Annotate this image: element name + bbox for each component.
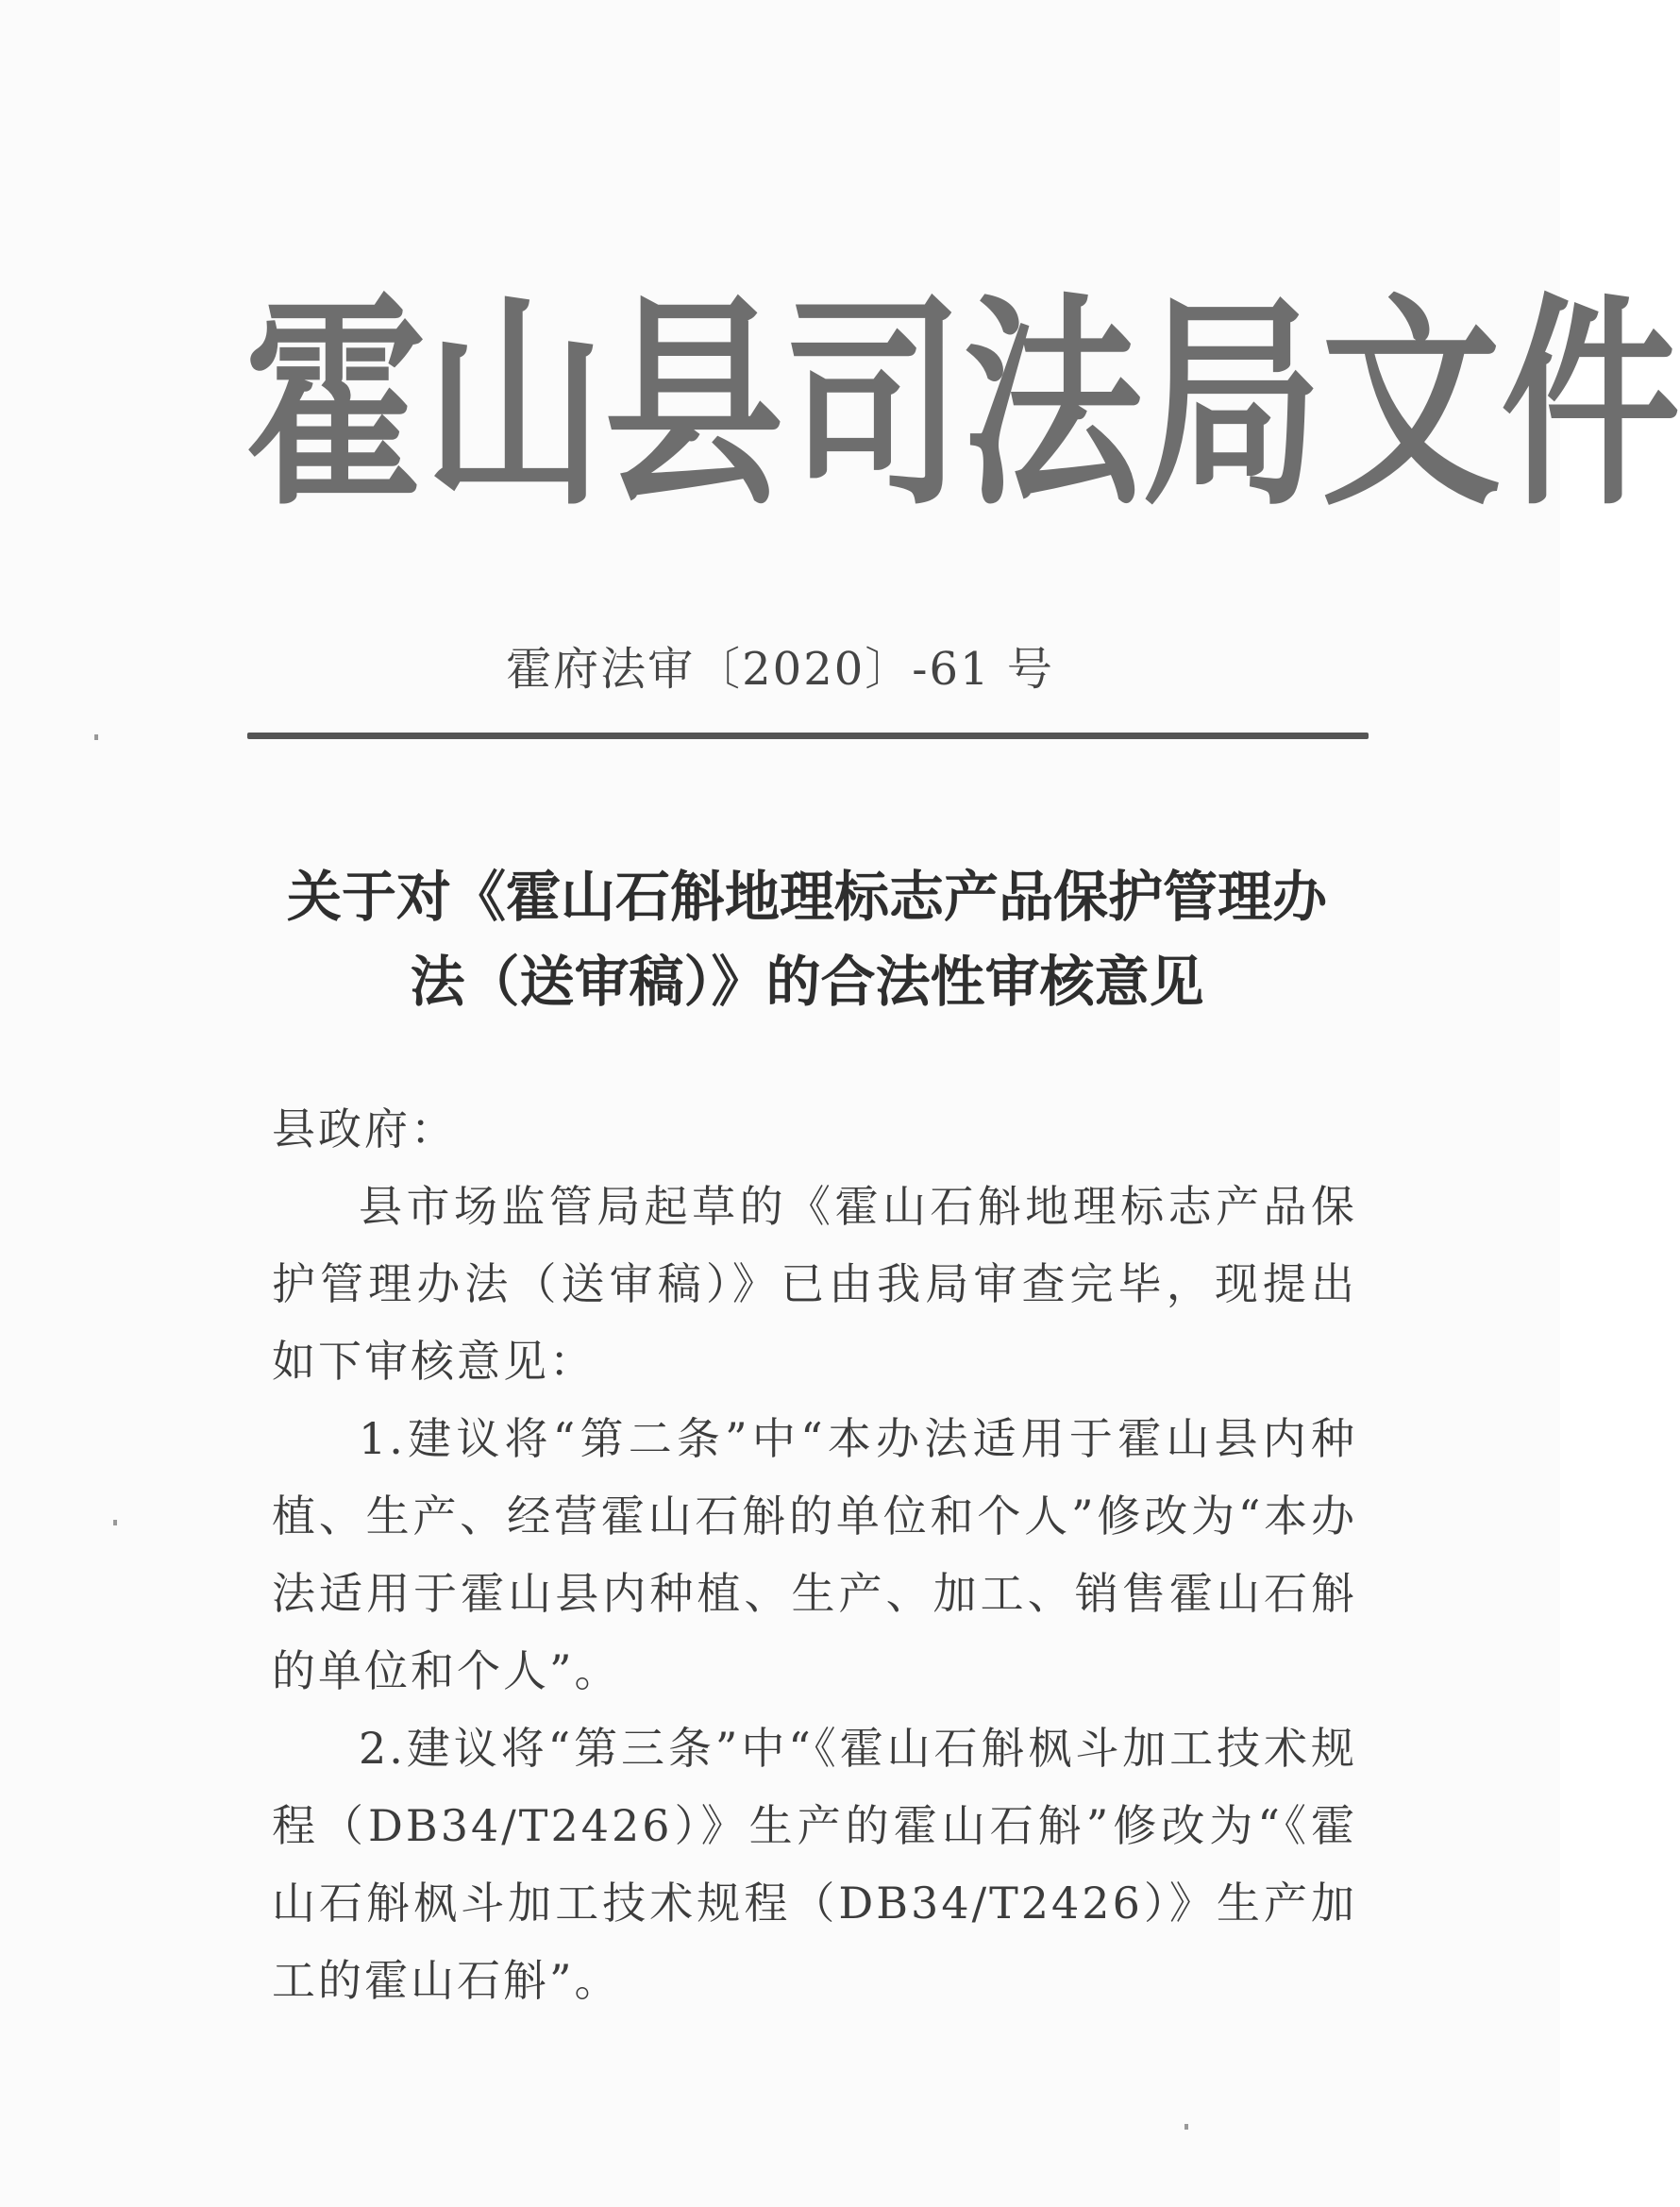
scan-speck [113, 1520, 117, 1525]
document-number: 霍府法审〔2020〕-61 号 [506, 643, 1054, 696]
body-paragraph: 县市场监管局起草的《霍山石斛地理标志产品保护管理办法（送审稿）》已由我局审查完毕，现提出如下审核意见： [272, 1181, 1357, 1387]
letterhead-title [245, 275, 1680, 536]
letterhead-char: 司 [783, 275, 964, 536]
subject-line-2: 法（送审稿）》的合法性审核意见 [410, 950, 1204, 1014]
letterhead-char: 县 [604, 275, 784, 536]
scan-speck [1184, 2124, 1188, 2130]
body-paragraph: 2.建议将“第三条”中“《霍山石斛枫斗加工技术规程（DB34/T2426）》生产的霍山石斛”修改为“《霍山石斛枫斗加工技术规程（DB34/T2426）》生产加工的霍山石斛”。 [272, 1723, 1357, 2006]
letterhead-char: 山 [425, 275, 605, 536]
subject-line-1: 关于对《霍山石斛地理标志产品保护管理办 [286, 865, 1327, 929]
document-subject [264, 854, 1350, 1024]
letterhead-char: 霍 [245, 275, 426, 536]
letterhead-char: 局 [1142, 275, 1322, 536]
scan-speck [94, 734, 98, 740]
letterhead-char: 文 [1321, 275, 1502, 536]
document-body [272, 1090, 1357, 2019]
salutation: 县政府： [272, 1104, 457, 1154]
letterhead-char: 法 [963, 275, 1143, 536]
letterhead-char: 件 [1501, 275, 1680, 536]
body-paragraph: 1.建议将“第二条”中“本办法适用于霍山县内种植、生产、经营霍山石斛的单位和个人”修改为“本办法适用于霍山县内种植、生产、加工、销售霍山石斛的单位和个人”。 [272, 1413, 1357, 1696]
letterhead-divider [247, 733, 1369, 739]
